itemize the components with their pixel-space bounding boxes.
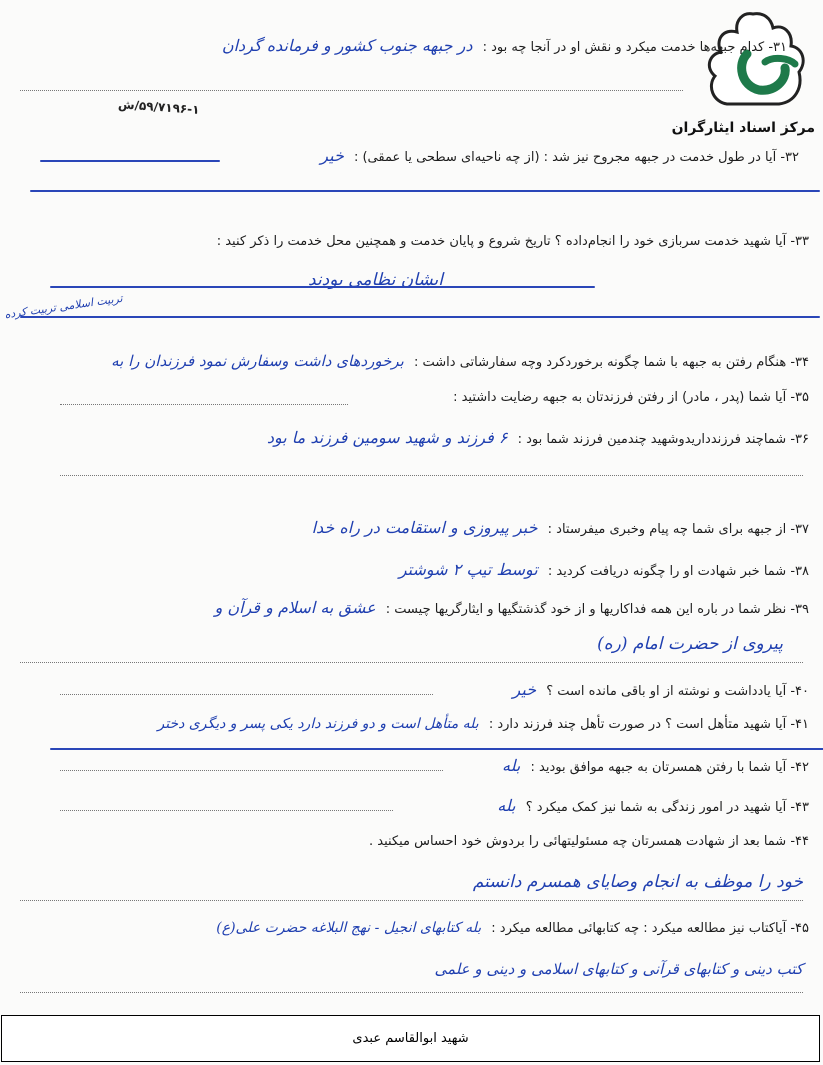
handwritten-answer: ۶ فرزند و شهید سومین فرزند ما بود (266, 428, 508, 447)
question-text: ۳۳- آیا شهید خدمت سربازی خود را انجام‌داده ؟ تاریخ شروع و پایان خدمت و همچنین محل خدمت را ذکر کنید : (216, 234, 809, 249)
question-text: ۳۲- آیا در طول خدمت در جبهه مجروح نیز شد : (از چه ناحیه‌ای سطحی یا عمقی) : (353, 150, 799, 165)
caption-box (1, 1015, 820, 1062)
answer-line (20, 90, 683, 91)
question-38 (399, 560, 809, 579)
handwritten-answer: بله متأهل است و دو فرزند دارد یکی پسر و دیگری دختر (157, 716, 479, 732)
handwritten-answer: کتب دینی و کتابهای قرآنی و کتابهای اسلامی و دینی و علمی (434, 960, 803, 978)
org-name-text: مرکز اسناد ایثارگران (671, 120, 815, 136)
handwritten-answer: خیر (512, 680, 537, 699)
pen-line (50, 286, 595, 288)
question-text: ۳۵- آیا شما (پدر ، مادر) از رفتن فرزندتان به جبهه رضایت داشتید : (453, 390, 809, 405)
answer-line (60, 694, 433, 695)
handwritten-answer: در جبهه جنوب کشور و فرمانده گردان (221, 36, 473, 55)
question-text: ۳۷- از جبهه برای شما چه پیام وخبری میفرستاد : (547, 522, 809, 537)
handwritten-answer: بله (497, 796, 516, 815)
answer-line (60, 475, 803, 476)
question-45 (216, 920, 809, 936)
question-31 (222, 36, 787, 55)
question-42 (502, 756, 809, 775)
handwritten-answer: برخوردهای داشت وسفارش نمود فرزندان را به (111, 352, 404, 370)
question-43 (497, 796, 809, 815)
question-text: ۴۳- آیا شهید در امور زندگی به شما نیز کمک میکرد ؟ (525, 800, 809, 815)
question-36 (267, 428, 809, 447)
handwritten-answer: خیر (320, 146, 344, 165)
question-34 (111, 352, 809, 370)
question-41 (158, 716, 809, 732)
question-text: ۳۴- هنگام رفتن به جبهه با شما چگونه برخوردکرد وچه سفارشاتی داشت : (414, 355, 809, 370)
handwritten-answer: توسط تیپ ۲ شوشتر (398, 560, 538, 579)
question-text: ۳۸- شما خبر شهادت او را چگونه دریافت کردید : (547, 564, 809, 579)
question-39 (215, 598, 809, 617)
question-35 (453, 390, 809, 405)
question-text: ۴۰- آیا یادداشت و نوشته از او باقی مانده است ؟ (546, 684, 809, 699)
handwritten-answer: خبر پیروزی و استقامت در راه خدا (311, 518, 538, 537)
question-text: ۳۱- کدام جبهه‌ها خدمت میکرد و نقش او در آنجا چه بود : (482, 40, 787, 55)
question-32 (320, 146, 799, 165)
handwritten-answer: پیروی از حضرت امام (ره) (597, 634, 783, 654)
question-text: ۳۶- شماچند فرزندداریدوشهید چندمین فرزند شما بود : (517, 432, 809, 447)
question-44 (369, 834, 809, 849)
question-text: ۴۴- شما بعد از شهادت همسرتان چه مسئولیتهائی را بردوش خود احساس میکنید . (368, 834, 809, 849)
handwritten-answer: بله کتابهای انجیل - نهج البلاغه حضرت علی(ع) (216, 920, 482, 936)
handwritten-answer: خود را موظف به انجام وصایای همسرم دانستم (472, 872, 803, 892)
answer-line (60, 770, 443, 771)
question-40 (513, 680, 809, 699)
handwritten-answer: بله (502, 756, 521, 775)
question-text: ۴۵- آیاکتاب نیز مطالعه میکرد : چه کتابهائی مطالعه میکرد : (491, 921, 809, 936)
question-text: ۴۲- آیا شما با رفتن همسرتان به جبهه موافق بودید : (530, 760, 809, 775)
question-37 (312, 518, 809, 537)
question-33 (217, 234, 809, 249)
pen-line (40, 160, 220, 162)
pen-line (50, 748, 823, 750)
answer-line (60, 404, 348, 405)
pen-line (20, 316, 820, 318)
answer-line (20, 662, 803, 663)
margin-note: تربیت اسلامی تربیت کرده (3, 291, 124, 322)
answer-line (20, 992, 803, 993)
question-text: ۳۹- نظر شما در باره این همه فداکاریها و از خود گذشتگیها و ایثارگریها چیست : (385, 602, 809, 617)
martyr-name-caption: شهید ابوالقاسم عبدی (352, 1031, 469, 1046)
answer-line (20, 900, 803, 901)
pen-line (30, 190, 820, 192)
answer-line (60, 810, 393, 811)
file-code: ۵۹/۷۱۹۶-۱/ش (117, 97, 200, 117)
question-text: ۴۱- آیا شهید متأهل است ؟ در صورت تأهل چند فرزند دارد : (488, 717, 809, 732)
handwritten-answer: عشق به اسلام و قرآن و (214, 598, 376, 617)
handwritten-answer: ایشان نظامی بودند (308, 270, 443, 290)
